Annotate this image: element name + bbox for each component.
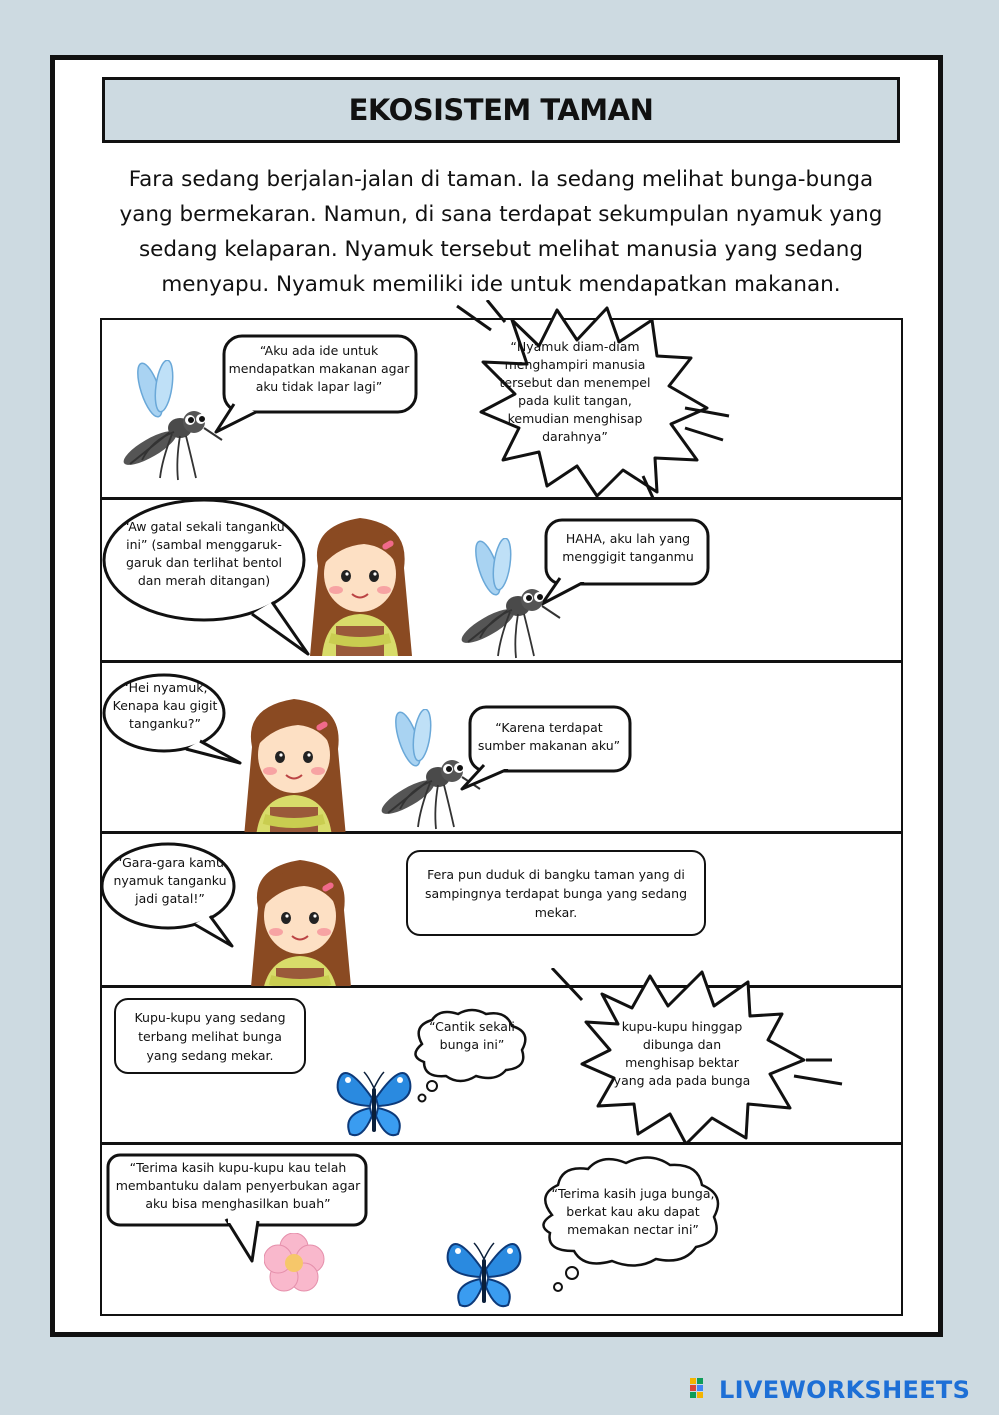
mosquito-speech-text-2: HAHA, aku lah yang menggigit tanganmu: [562, 531, 694, 564]
mosquito-icon: [460, 538, 570, 663]
comic-panel-2: [100, 498, 903, 662]
butterfly-thought-text-6: “Terima kasih juga bunga, berkat kau aku dapat memakan nectar ini”: [551, 1186, 715, 1237]
brand-text: LIVEWORKSHEETS: [719, 1376, 971, 1404]
burst-text-1: “Nyamuk diam-diam menghampiri manusia tersebut dan menempel pada kulit tangan, kemudian menghisap darahnya”: [499, 339, 651, 444]
comic-panel-5: [100, 986, 903, 1144]
girl-icon: [240, 848, 360, 998]
flower-icon: [264, 1233, 326, 1295]
mosquito-speech-text-3: “Karena terdapat sumber makanan aku”: [477, 720, 621, 753]
butterfly-icon: [444, 1229, 524, 1311]
comic-panel-6: [100, 1143, 903, 1316]
burst-text-5: kupu-kupu hinggap dibunga dan menghisap bektar yang ada pada bunga: [613, 1019, 751, 1088]
page-title: EKOSISTEM TAMAN: [348, 93, 654, 127]
speech-text-1: “Aku ada ide untuk mendapatkan makanan agar aku tidak lapar lagi”: [228, 343, 410, 394]
title-banner: [102, 77, 900, 143]
flower-speech-text-6: “Terima kasih kupu-kupu kau telah membantuku dalam penyerbukan agar aku bisa menghasilkan buah”: [115, 1160, 361, 1211]
girl-speech-text-4: “Gara-gara kamu nyamuk tanganku jadi gatal!”: [113, 855, 227, 906]
comic-panel-1: [100, 318, 903, 499]
girl-icon: [234, 687, 354, 837]
narration-box-4: Fera pun duduk di bangku taman yang di sampingnya terdapat bunga yang sedang mekar.: [406, 850, 706, 936]
girl-icon: [300, 506, 420, 656]
worksheet-page: [50, 55, 943, 1337]
butterfly-thought-text-5: “Cantik sekali bunga ini”: [429, 1019, 515, 1052]
girl-speech-text-3: “Hei nyamuk, Kenapa kau gigit tanganku?”: [112, 680, 218, 731]
comic-panel-4: [100, 832, 903, 987]
girl-speech-text-2: “Aw gatal sekali tanganku ini” (sambal menggaruk-garuk dan terlihat bentol dan merah ditangan): [123, 519, 285, 588]
liveworksheets-logo-icon: [690, 1378, 716, 1402]
narration-box-5: Kupu-kupu yang sedang terbang melihat bunga yang sedang mekar.: [114, 998, 306, 1074]
liveworksheets-brand: [690, 1376, 970, 1404]
butterfly-icon: [334, 1058, 414, 1140]
intro-paragraph: Fara sedang berjalan-jalan di taman. Ia sedang melihat bunga-bunga yang bermekaran. Namun, di sana terdapat sekumpulan nyamuk yang sedang kelaparan. Nyamuk tersebut melihat manusia yang sedang menyapu. Nyamuk memiliki ide untuk mendapatkan makanan.: [119, 167, 883, 297]
comic-panel-3: [100, 661, 903, 833]
